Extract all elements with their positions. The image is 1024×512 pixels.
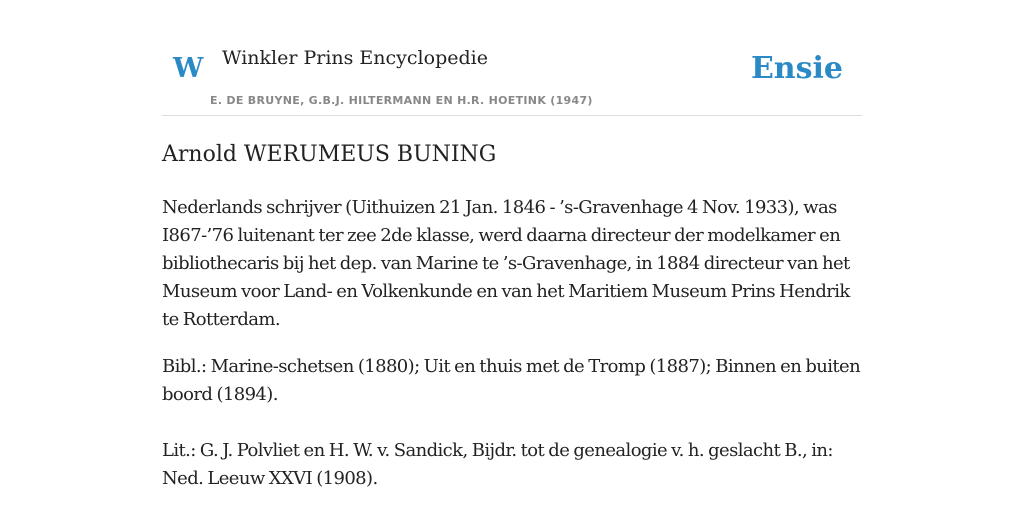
article-paragraph-bibliography: Bibl.: Marine-schetsen (1880); Uit en thuis met de Tromp (1887); Binnen en buiten boord (1894). (162, 356, 861, 405)
article-paragraph-description: Nederlands schrijver (Uithuizen 21 Jan. 1846 - ’s-Gravenhage 4 Nov. 1933), was I867-’76 luitenant ter zee 2de klasse, werd daarna directeur der modelkamer en bibliothecaris bij het dep. van Marine te ’s-Gravenhage, in 1884 directeur van het Museum voor Land- en Volkenkunde en van het Maritiem Museum Prins Hendrik te Rotterdam. (162, 197, 850, 330)
publication-authors: E. DE BRUYNE, G.B.J. HILTERMANN EN H.R. HOETINK (1947) (210, 94, 593, 107)
article-title: Arnold WERUMEUS BUNING (162, 142, 497, 167)
ensie-logo-link[interactable]: Ensie (750, 51, 843, 86)
article-paragraph-literature: Lit.: G. J. Polvliet en H. W. v. Sandick, Bijdr. tot de genealogie v. h. geslacht B., in: Ned. Leeuw XXVI (1908). (162, 440, 833, 489)
article (162, 138, 864, 493)
publication-title[interactable]: Winkler Prins Encyclopedie (222, 47, 488, 69)
publication-logo[interactable]: W (173, 53, 204, 84)
publication-header (162, 38, 862, 116)
